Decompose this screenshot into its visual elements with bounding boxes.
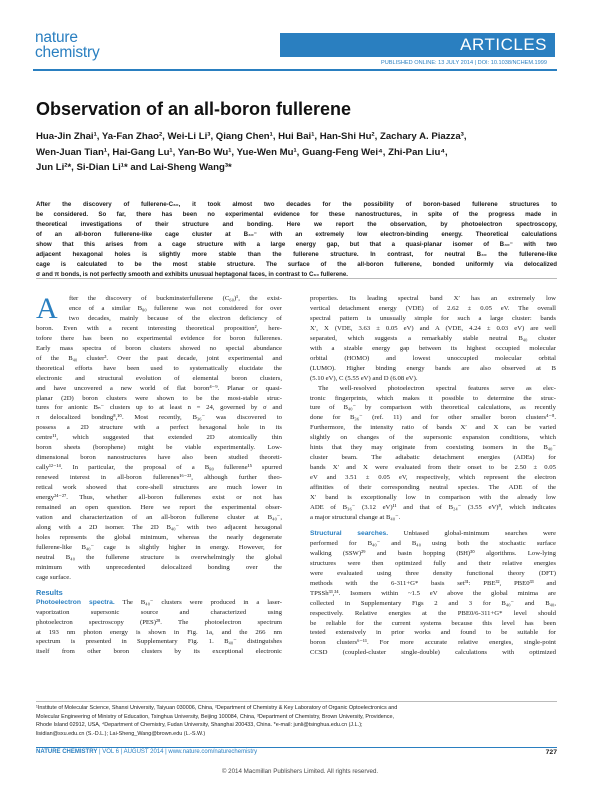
abstract-line: After the discovery of fullerene-C₆₀, it took almost two decades for the possibility of boron-based fullerene structures to	[36, 201, 557, 208]
footnote-line: Rhode Island 02912, USA, ⁴Department of Chemistry, Fudan University, Shanghai 200433, China. *e-mail: junli@tsinghua.edu.cn (J.L.);	[36, 722, 363, 729]
intro-paragraph	[36, 324, 282, 583]
body-line: fullerene-like B₄₀⁻ cage is slightly higher in energy. However, for	[36, 543, 282, 551]
body-line: minimum with unprecedented delocalized bonding over the	[36, 563, 282, 571]
body-line: a major structural change at B₄₀⁻.	[310, 513, 401, 521]
body-line: respectively. Relative energies at the PBE0/6-311+G* level should	[310, 609, 556, 617]
body-line: cage surface.	[36, 573, 71, 581]
body-line: and have uncovered a new world of flat boron⁴⁻⁹. Planar or quasi-	[36, 384, 282, 392]
body-line: X′, X (VDE, 3.63 ± 0.05 eV) and A (VDE, 4.24 ± 0.03 eV) are well	[310, 324, 556, 332]
footnote-rule	[36, 701, 557, 702]
body-line	[310, 529, 556, 539]
body-line: planar (2D) boron clusters were shown to be the most-stable struc-	[36, 394, 282, 402]
body-column-right	[310, 294, 556, 658]
results-paragraph	[36, 598, 282, 658]
affiliations	[36, 704, 557, 738]
body-line: tofore there has been no experimental evidence for boron fullerenes.	[36, 334, 282, 342]
body-line: done for B₃₆⁻ (ref. 11) and for other smaller boron clusters⁴⁻⁸.	[310, 414, 556, 422]
article-title: Observation of an all-boron fullerene	[36, 99, 352, 119]
body-line: structures were then optimized fully and their relative energies	[310, 559, 556, 567]
body-line: boron sheets (borophene) might be viable experimentally. Low-	[36, 444, 282, 452]
fingerprint-paragraph	[310, 384, 556, 523]
body-line: cluster beam. The adiabatic detachment energies (ADEs) for	[310, 454, 556, 462]
abstract-line: show that this arises from a cage structure with a large energy gap, but that a quasi-planar isomer of B₄₀⁻ with two	[36, 241, 557, 249]
body-line: CCSD (coupled-cluster single-double) calculations with optimized	[310, 649, 556, 657]
body-line: vation and characterization of an all-boron fullerene cluster at B₄₀⁻,	[36, 513, 282, 521]
body-line: boron. Even with a recent interesting theoretical proposition², here-	[36, 324, 282, 332]
journal-footer	[36, 749, 257, 755]
body-line: be reliable for the current systems because this level has been	[310, 619, 556, 627]
body-line: along with a 2D isomer. The 2D B₄₀⁻ with two adjacent hexagonal	[36, 523, 282, 531]
abstract-line: σ and π bonds, is not perfectly smooth and exhibits unusual heptagonal faces, in contrast to C₆₀ fullerene.	[36, 271, 348, 279]
body-line: properties. Its leading spectral band X′ has an extremely low	[310, 295, 556, 302]
body-line: eV and 3.51 ± 0.05 eV, respectively, which represent the electron	[310, 474, 556, 482]
body-line: holes represents the global minimum, whereas the nearly degenerate	[36, 533, 282, 541]
author-list	[36, 129, 556, 176]
abstract-line: of an all-boron fullerene-like cage cluster at B₄₀⁻ with an extremely low electron-binding energy. Theoretical calculations	[36, 231, 557, 239]
body-line: collected in Supplementary Figs 2 and 3 for B₄₀⁻ and B₄₀,	[310, 599, 556, 607]
structural-searches-paragraph	[310, 529, 556, 658]
run-in-heading: Photoelectron spectra.	[36, 598, 115, 606]
author-line: Wen-Juan Tian¹, Hai-Gang Lu¹, Yan-Bo Wu¹, Yue-Wen Mu¹, Guang-Feng Wei⁴, Zhi-Pan Liu⁴,	[36, 146, 448, 158]
body-line: TPSSh³³,³⁴. Isomers within ~1.5 eV above the global minima are	[310, 589, 556, 597]
author-line: Jun Li²*, Si-Dian Li¹* and Lai-Sheng Wang³*	[36, 162, 232, 173]
text-span: Unbiased global-minimum searches were	[388, 529, 556, 537]
body-line: spectral pattern is unusually simple for such a large cluster: bands	[310, 314, 556, 322]
body-line: affinities of their corresponding neutral species. The ADE of the	[310, 484, 556, 492]
footer-rule	[36, 747, 557, 748]
body-line: hints that they may originate from coexisting isomers in the B₄₀⁻	[310, 444, 556, 452]
body-line: separated, which suggests a remarkably stable neutral B₄₀ cluster	[310, 334, 556, 342]
body-line: tronic fingerprints, which makes it possible to determine the struc-	[310, 394, 556, 402]
body-line: ence of a similar B₈₀ fullerene was not considered for over	[69, 304, 282, 312]
journal-name: NATURE CHEMISTRY	[36, 749, 98, 755]
text-span: The B₄₀⁻ clusters were produced in a laser-	[114, 598, 283, 606]
body-line: were evaluated using three density functional theory (DFT)	[310, 569, 556, 577]
body-line: of the B₄₀ cluster³. Over the past decade, joint experimental and	[36, 354, 282, 362]
body-line: at 193 nm photon energy is shown in Fig. 1a, and the 266 nm	[36, 628, 282, 636]
abstract-divider	[36, 278, 557, 279]
body-line: two decades, mainly because of the electron deficiency of	[69, 314, 282, 322]
page-number: 727	[545, 749, 557, 756]
body-line: vaporization supersonic source and characterized using	[36, 608, 282, 616]
body-line: orbital (HOMO) and lowest unoccupied molecular orbital	[310, 354, 556, 362]
footnote-line: ¹Institute of Molecular Science, Shanxi University, Taiyuan 030006, China, ²Department of Chemistry & Key Laboratory of Organic Optoelectronics and	[36, 705, 398, 711]
body-line: ADE of B₃₆⁻ (3.12 eV)¹¹ and that of B₂₄⁻ (3.55 eV)⁸, which indicates	[310, 504, 556, 512]
body-line: centre¹¹, which suggested that extended 2D atomically thin	[36, 434, 282, 442]
copyright: © 2014 Macmillan Publishers Limited. All rights reserved.	[221, 768, 379, 775]
body-line: dimensional boron nanostructures have also been studied theoreti-	[36, 454, 282, 462]
body-line: π delocalized bonding⁸,¹⁰. Most recently, B₃₆⁻ was discovered to	[36, 414, 282, 422]
journal-logo	[35, 30, 100, 60]
body-line: theoretical efforts have been used to systematically elucidate the	[36, 364, 282, 372]
header-rule	[33, 69, 557, 71]
body-line: remained an open question. Here we report the experimental obser-	[36, 504, 282, 512]
abstract	[36, 200, 557, 280]
body-line: neutral B₄₀ the fullerene structure is overwhelmingly the global	[36, 553, 282, 561]
drop-cap: A	[36, 292, 58, 325]
body-line: methods with the 6-311+G* basis set³¹: PBE³², PBE0³³ and	[310, 579, 556, 587]
body-line: (5.10 eV), C (5.55 eV) and D (6.08 eV).	[310, 374, 418, 382]
logo-line-1: nature	[35, 29, 78, 46]
abstract-line: be considered. So far, there has been no experimental evidence for these nanostructures, in spite of the progress made in	[36, 211, 557, 219]
body-line: retical work showed that core-shell structures are much lower in	[36, 484, 282, 492]
body-line: tested extensively in prior works and found to be suitable for	[310, 629, 556, 637]
publication-info: PUBLISHED ONLINE: 13 JULY 2014 | DOI: 10.1038/NCHEM.1999	[380, 60, 547, 66]
abstract-line: cage is calculated to be the most stable structure. The surface of the all-boron fullerene, bonded uniformly via delocalized	[36, 261, 557, 269]
section-banner: ARTICLES	[280, 33, 555, 57]
body-line: with a sizable energy gap between its highest occupied molecular	[310, 344, 556, 352]
spectra-paragraph	[310, 294, 556, 384]
body-line: (LUMO). Higher binding energy bands are also observed at B	[310, 364, 556, 372]
body-line: performed for B₄₀⁻ and B₄₀ using both the stochastic surface	[310, 539, 556, 547]
body-line	[36, 598, 282, 608]
body-line: photoelectron spectroscopy (PES)²⁸. The photoelectron spectrum	[36, 618, 282, 626]
body-line: Early mass spectra of boron clusters showed no special abundance	[36, 344, 282, 352]
body-line: vertical detachment energy (VDE) of 2.62 ± 0.05 eV. The overall	[310, 304, 556, 312]
body-line: The well-resolved photoelectron spectral features serve as elec-	[318, 384, 556, 392]
body-line: spectrum is presented in Supplementary Fig. 1. B₄₀⁻ distinguishes	[36, 638, 282, 646]
logo-line-2: chemistry	[35, 44, 100, 62]
abstract-line: theoretical investigations of their structure and bonding. Here we report the observation, by photoelectron spectroscopy,	[36, 221, 557, 229]
footnote-line: lisidian@sxu.edu.cn (S.-D.L.); Lai-Sheng_Wang@brown.edu (L.-S.W.)	[36, 730, 206, 737]
footnote-line: Molecular Engineering of Ministry of Education, Tsinghua University, Beijing 100084, China, ³Department of Chemistry, Brown University, Providence,	[36, 713, 395, 720]
body-line: renewed interest in all-boron fullerenes¹⁶⁻²³, although further theo-	[36, 474, 282, 482]
intro-lines	[36, 294, 282, 324]
body-line: bands X′ and X were evaluated from their onset to be 2.50 ± 0.05	[310, 464, 556, 472]
body-line: tures for anionic Bₙ⁻ clusters up to at least n = 24, governed by σ and	[36, 404, 282, 412]
body-line: fter the discovery of buckminsterfullerene (C₆₀)¹, the exist-	[69, 295, 282, 302]
body-column-left	[36, 294, 282, 657]
body-line: slightly on changes of the supersonic expansion conditions, which	[310, 434, 556, 442]
body-line: electronic and structural evolution of elemental boron clusters,	[36, 374, 282, 382]
run-in-heading: Structural searches.	[310, 529, 389, 537]
body-line: ture of B₄₀⁻ by comparison with theoretical calculations, as recently	[310, 404, 556, 412]
abstract-line: adjacent hexagonal holes is slightly more stable than the fullerene structure. In contrast, for neutral B₄₀ the fullerene-like	[36, 251, 557, 259]
results-heading: Results	[36, 587, 63, 597]
body-line: energy²⁴⁻²⁷. Thus, whether all-boron fullerenes exist or not has	[36, 494, 282, 502]
journal-issue: | VOL 6 | AUGUST 2014 | www.nature.com/naturechemistry	[97, 749, 258, 755]
body-line: possess a 2D structure with a perfect hexagonal hole in its	[36, 424, 282, 432]
body-line: X′ band is exceptionally low in comparison with the already low	[310, 494, 556, 502]
body-line: boron clusters⁶⁻¹¹. For more accurate relative energies, single-point	[310, 639, 556, 647]
body-line: Furthermore, the intensity ratio of bands X′ and X can be varied	[310, 424, 556, 432]
body-line: cally¹²⁻¹⁴. In particular, the proposal of a B₈₀ fullerene¹⁵ spurred	[36, 464, 282, 472]
body-line: itself from other boron clusters by its exceptional electronic	[36, 648, 282, 656]
body-line: walking (SSW)²⁹ and basin hopping (BH)³⁰ algorithms. Low-lying	[310, 549, 556, 557]
author-line: Hua-Jin Zhai¹, Ya-Fan Zhao², Wei-Li Li³, Qiang Chen¹, Hui Bai¹, Han-Shi Hu², Zachary A. Piazza³,	[36, 131, 467, 142]
